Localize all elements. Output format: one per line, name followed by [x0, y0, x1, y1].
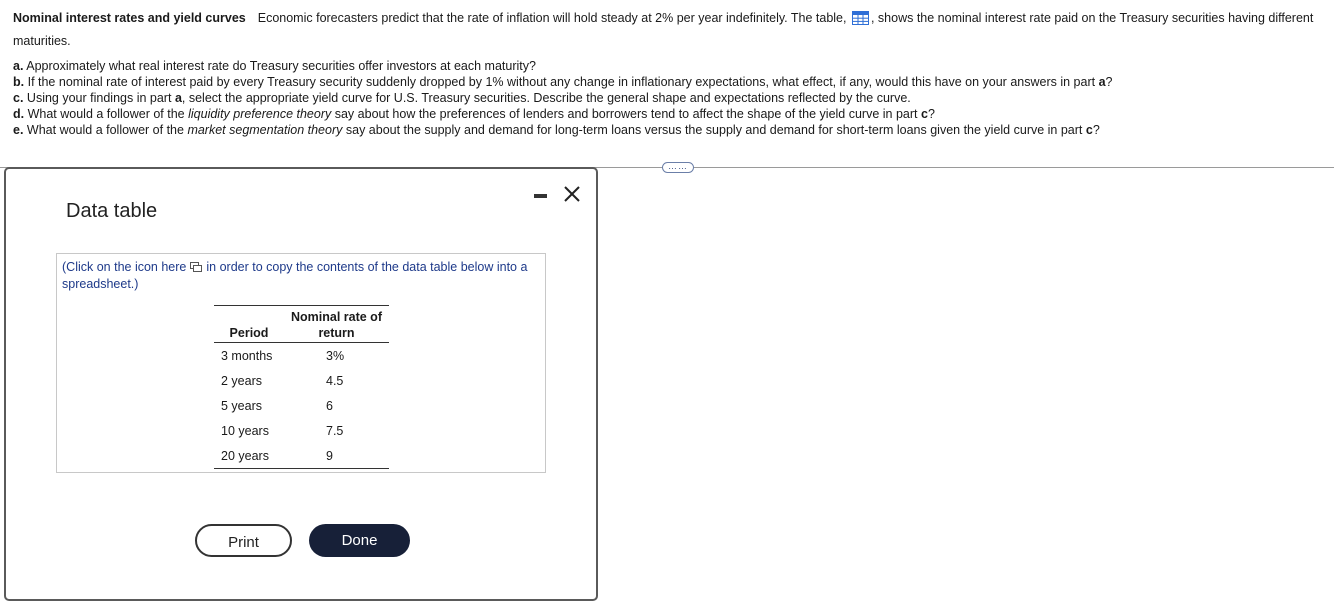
problem-intro-text: Economic forecasters predict that the rate of inflation will hold steady at 2% per year indefinitely. The table,	[257, 11, 847, 25]
table-cell-period: 5 years	[221, 398, 262, 413]
table-cell-rate: 7.5	[326, 423, 344, 438]
data-table-dialog	[4, 167, 598, 601]
table-cell-period: 2 years	[221, 373, 262, 388]
problem-title: Nominal interest rates and yield curves	[13, 11, 246, 25]
table-row	[214, 418, 389, 443]
question-e: e. What would a follower of the market segmentation theory say about the supply and demand for long-term loans versus the supply and demand for short-term loans given the yield curve in part c?	[13, 123, 1100, 137]
problem-statement	[13, 7, 1331, 52]
table-row	[214, 393, 389, 418]
question-list	[13, 58, 1323, 138]
copy-icon[interactable]	[190, 262, 202, 272]
table-cell-rate: 4.5	[326, 373, 344, 388]
dialog-title: Data table	[66, 200, 158, 222]
minimize-icon[interactable]	[534, 194, 547, 198]
copy-instructions: (Click on the icon here in order to copy the contents of the data table below into a spreadsheet.)	[62, 260, 528, 291]
nominal-rates-table	[214, 305, 389, 469]
question-b: b. If the nominal rate of interest paid by every Treasury security suddenly dropped by 1% without any change in inflationary expectations, what effect, if any, would this have on your answers in part a?	[13, 75, 1113, 89]
more-options-button[interactable]: ……	[662, 162, 694, 173]
question-c: c. Using your findings in part a, select the appropriate yield curve for U.S. Treasury securities. Describe the general shape and expectations reflected by the curve.	[13, 91, 911, 105]
table-cell-period: 20 years	[221, 448, 269, 463]
table-row	[214, 343, 389, 369]
done-button[interactable]: Done	[309, 524, 410, 557]
table-row	[214, 443, 389, 469]
table-grid-icon[interactable]	[852, 11, 869, 25]
table-cell-period: 10 years	[221, 423, 269, 438]
table-cell-period: 3 months	[221, 348, 273, 363]
close-icon[interactable]	[563, 184, 581, 204]
table-cell-rate: 9	[326, 448, 333, 463]
table-row	[214, 368, 389, 393]
problem-intro-text-continued: , shows the nominal interest rate paid on the Treasury securities having different maturities.	[13, 11, 1314, 48]
print-button[interactable]: Print	[195, 524, 292, 557]
table-cell-rate: 3%	[326, 348, 345, 363]
table-cell-rate: 6	[326, 398, 333, 413]
column-header-period: Period	[229, 326, 269, 340]
question-d: d. What would a follower of the liquidity preference theory say about how the preferences of lenders and borrowers tend to affect the shape of the yield curve in part c?	[13, 107, 935, 121]
column-header-nominal-rate: Nominal rate of return	[291, 310, 382, 340]
question-a: a. Approximately what real interest rate do Treasury securities offer investors at each maturity?	[13, 59, 536, 73]
data-table-panel	[56, 253, 546, 473]
table-header-row	[214, 306, 389, 343]
